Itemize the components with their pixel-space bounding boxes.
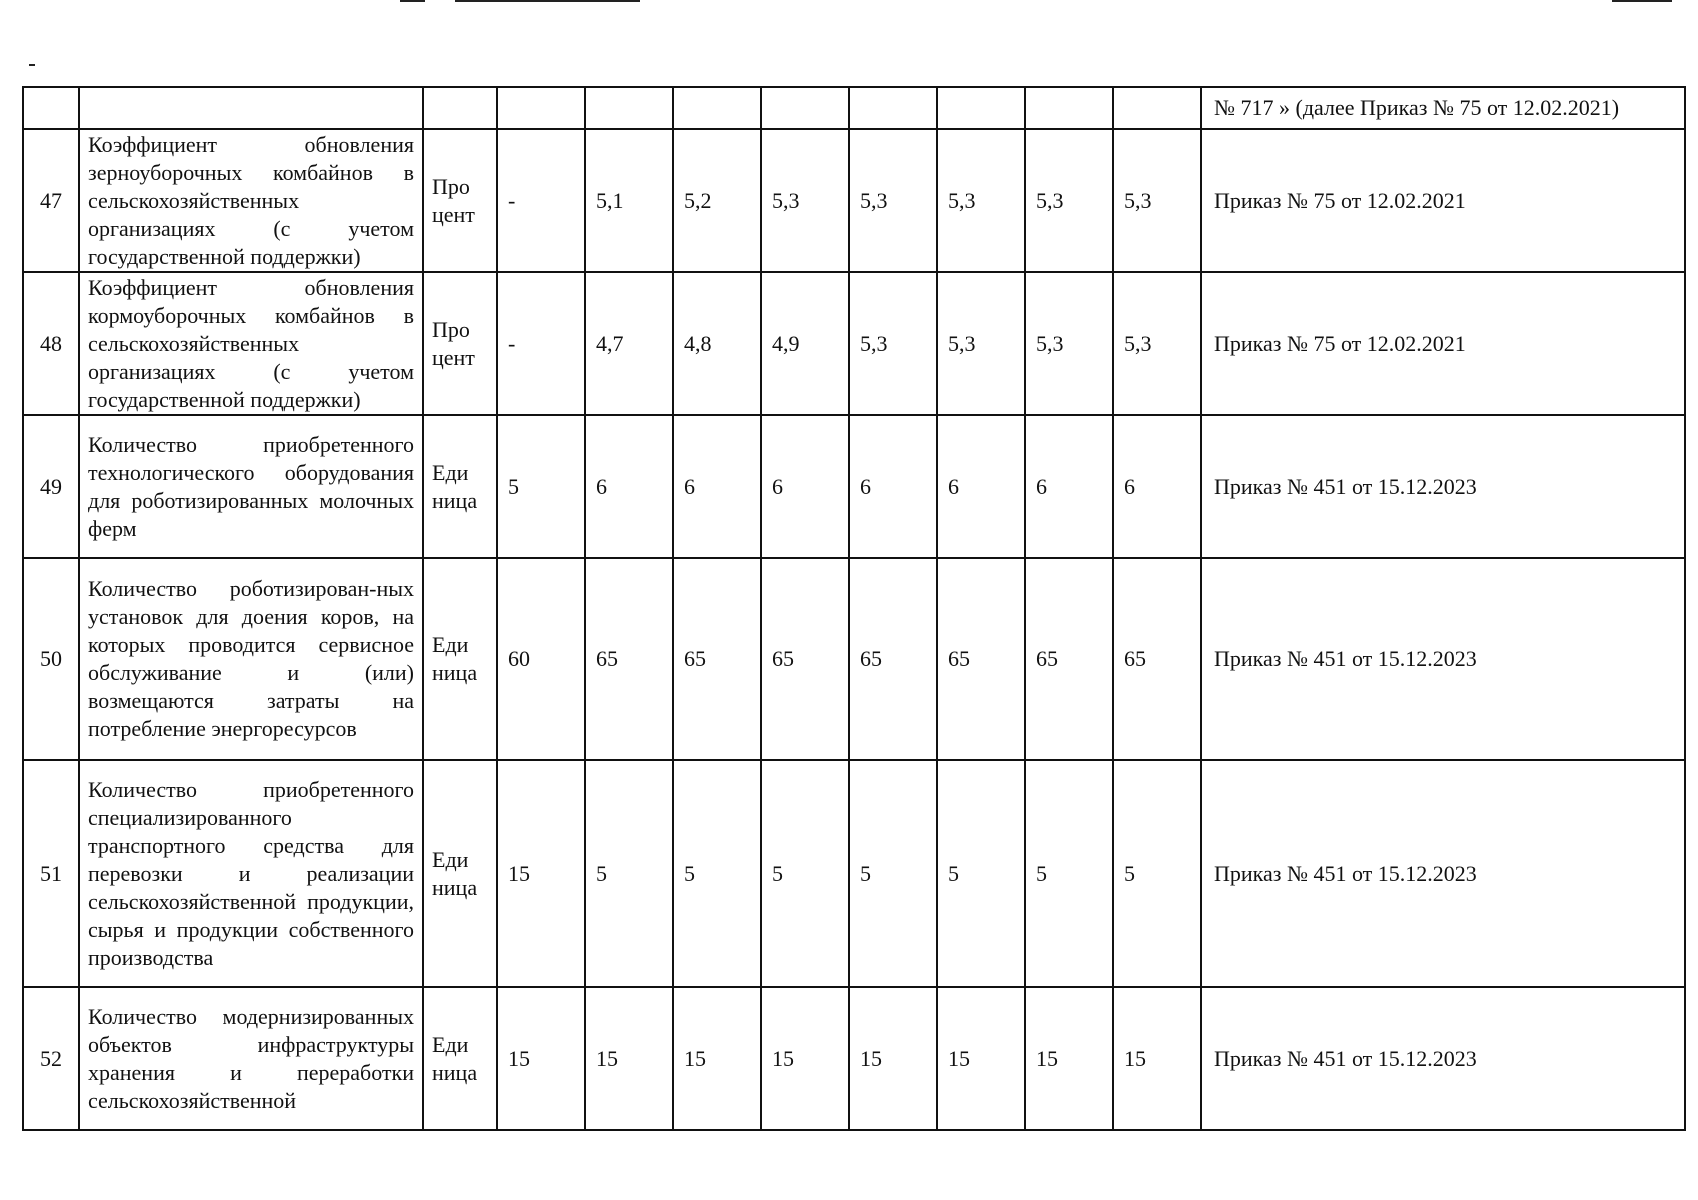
indicator-name: Количество приобретенного специализированного транспортного средства для перевозки и реализации сельскохозяйственной продукции, сырья и продукции собственного производства <box>79 760 423 987</box>
table-cell <box>849 87 937 129</box>
value-cell: 65 <box>849 558 937 760</box>
table-cell <box>23 87 79 129</box>
unit-cell: Еди ница <box>423 415 497 558</box>
source-cell: Приказ № 451 от 15.12.2023 <box>1201 760 1685 987</box>
table-cell <box>585 87 673 129</box>
row-number: 50 <box>23 558 79 760</box>
table-row <box>23 987 1685 1130</box>
value-cell: 5,3 <box>849 129 937 272</box>
indicators-table <box>22 86 1686 1131</box>
row-number: 49 <box>23 415 79 558</box>
value-cell: 60 <box>497 558 585 760</box>
table-row <box>23 558 1685 760</box>
unit-cell: Про цент <box>423 272 497 415</box>
table-row <box>23 129 1685 272</box>
row-number: 47 <box>23 129 79 272</box>
table-continuation-row <box>23 87 1685 129</box>
value-cell: 5 <box>673 760 761 987</box>
value-cell: 65 <box>585 558 673 760</box>
value-cell: 5,3 <box>937 129 1025 272</box>
value-cell: 6 <box>937 415 1025 558</box>
indicator-name: Коэффициент обновления кормоуборочных комбайнов в сельскохозяйственных организациях (с учетом государственной поддержки) <box>79 272 423 415</box>
table-cell <box>497 87 585 129</box>
value-cell: 15 <box>1025 987 1113 1130</box>
value-cell: 5 <box>1025 760 1113 987</box>
value-cell: 15 <box>849 987 937 1130</box>
value-cell: 65 <box>673 558 761 760</box>
source-cell: Приказ № 75 от 12.02.2021 <box>1201 272 1685 415</box>
indicator-name: Коэффициент обновления зерноуборочных комбайнов в сельскохозяйственных организациях (с учетом государственной поддержки) <box>79 129 423 272</box>
value-cell: 65 <box>937 558 1025 760</box>
value-cell: 4,8 <box>673 272 761 415</box>
value-cell: 5,3 <box>1025 272 1113 415</box>
scan-artifact-line <box>455 0 640 2</box>
value-cell: 15 <box>1113 987 1201 1130</box>
table-row <box>23 415 1685 558</box>
value-cell: 5 <box>1113 760 1201 987</box>
row-number: 51 <box>23 760 79 987</box>
value-cell: 65 <box>1113 558 1201 760</box>
table-cell <box>423 87 497 129</box>
scan-artifact-dash <box>29 64 35 66</box>
value-cell: 4,9 <box>761 272 849 415</box>
value-cell: 5,3 <box>1113 272 1201 415</box>
table-cell <box>1025 87 1113 129</box>
row-number: 52 <box>23 987 79 1130</box>
table-cell <box>761 87 849 129</box>
table-cell <box>1113 87 1201 129</box>
value-cell: 6 <box>673 415 761 558</box>
value-cell: 5,3 <box>1025 129 1113 272</box>
source-cell: Приказ № 451 от 15.12.2023 <box>1201 987 1685 1130</box>
value-cell: 65 <box>761 558 849 760</box>
value-cell: 15 <box>585 987 673 1130</box>
source-cell: № 717 » (далее Приказ № 75 от 12.02.2021) <box>1201 87 1685 129</box>
value-cell: 15 <box>497 987 585 1130</box>
value-cell: 5 <box>849 760 937 987</box>
indicator-name: Количество модернизированных объектов инфраструктуры хранения и переработки сельскохозяйственной <box>79 987 423 1130</box>
source-cell: Приказ № 75 от 12.02.2021 <box>1201 129 1685 272</box>
unit-cell: Про цент <box>423 129 497 272</box>
table-row <box>23 760 1685 987</box>
value-cell: 5 <box>937 760 1025 987</box>
value-cell: 6 <box>761 415 849 558</box>
value-cell: 15 <box>673 987 761 1130</box>
value-cell: 6 <box>849 415 937 558</box>
value-cell: 5,3 <box>1113 129 1201 272</box>
value-cell: 5,2 <box>673 129 761 272</box>
source-cell: Приказ № 451 от 15.12.2023 <box>1201 415 1685 558</box>
source-cell: Приказ № 451 от 15.12.2023 <box>1201 558 1685 760</box>
indicator-name: Количество приобретенного технологического оборудования для роботизированных молочных ферм <box>79 415 423 558</box>
unit-cell: Еди ница <box>423 987 497 1130</box>
value-cell: 5,3 <box>937 272 1025 415</box>
value-cell: - <box>497 129 585 272</box>
scan-artifact-line <box>400 0 425 2</box>
value-cell: 5,1 <box>585 129 673 272</box>
unit-cell: Еди ница <box>423 558 497 760</box>
value-cell: 6 <box>1113 415 1201 558</box>
value-cell: 15 <box>761 987 849 1130</box>
table-cell <box>79 87 423 129</box>
value-cell: 5,3 <box>761 129 849 272</box>
row-number: 48 <box>23 272 79 415</box>
scan-artifact-line <box>1612 0 1672 2</box>
table-cell <box>937 87 1025 129</box>
indicator-name: Количество роботизирован-ных установок для доения коров, на которых проводится сервисное обслуживание и (или) возмещаются затраты на потребление энергоресурсов <box>79 558 423 760</box>
value-cell: 5,3 <box>849 272 937 415</box>
value-cell: 5 <box>497 415 585 558</box>
value-cell: - <box>497 272 585 415</box>
value-cell: 15 <box>937 987 1025 1130</box>
table-row <box>23 272 1685 415</box>
table-cell <box>673 87 761 129</box>
value-cell: 5 <box>585 760 673 987</box>
value-cell: 65 <box>1025 558 1113 760</box>
value-cell: 6 <box>585 415 673 558</box>
value-cell: 6 <box>1025 415 1113 558</box>
unit-cell: Еди ница <box>423 760 497 987</box>
value-cell: 15 <box>497 760 585 987</box>
value-cell: 4,7 <box>585 272 673 415</box>
value-cell: 5 <box>761 760 849 987</box>
